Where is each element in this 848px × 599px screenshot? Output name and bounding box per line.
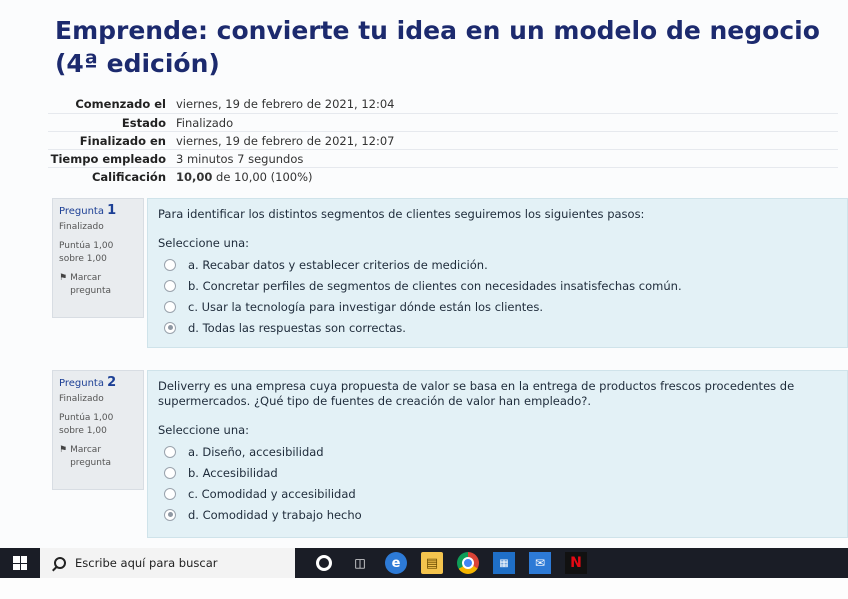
- search-icon: [54, 557, 66, 569]
- netflix-icon[interactable]: N: [565, 552, 587, 574]
- question-2: [52, 370, 848, 538]
- task-view-icon[interactable]: ◫: [354, 556, 366, 570]
- summary-row-time-taken: [48, 149, 838, 167]
- question-content: [147, 198, 848, 348]
- edge-icon[interactable]: e: [385, 552, 407, 574]
- answer-label: a. Recabar datos y establecer criterios de medición.: [188, 257, 488, 272]
- flag-icon: ⚑: [59, 273, 68, 283]
- summary-label: Tiempo empleado: [50, 151, 166, 166]
- flag-question-button[interactable]: [59, 272, 137, 298]
- summary-value: viernes, 19 de febrero de 2021, 12:04: [176, 97, 395, 111]
- mail-icon[interactable]: ✉: [529, 552, 551, 574]
- radio-button[interactable]: [164, 488, 176, 500]
- question-number: 1: [107, 203, 117, 218]
- answer-option-c[interactable]: [158, 483, 837, 504]
- cortana-icon[interactable]: [313, 552, 335, 574]
- answer-option-b[interactable]: [158, 462, 837, 483]
- radio-button[interactable]: [164, 301, 176, 313]
- summary-label: Comenzado el: [75, 97, 166, 111]
- bottom-margin: [0, 578, 848, 599]
- answer-label: c. Comodidad y accesibilidad: [188, 486, 356, 501]
- summary-row-state: [48, 113, 838, 131]
- attempt-summary: [48, 95, 838, 185]
- summary-row-finished: [48, 131, 838, 149]
- answer-option-d[interactable]: [158, 317, 837, 338]
- question-content: [147, 370, 848, 538]
- question-grade: Puntúa 1,00 sobre 1,00: [59, 413, 114, 436]
- radio-button-selected[interactable]: [164, 509, 176, 521]
- grade-total: de 10,00 (100%): [216, 169, 313, 184]
- question-info: [52, 198, 144, 318]
- radio-button-selected[interactable]: [164, 322, 176, 334]
- answer-option-d[interactable]: [158, 504, 837, 525]
- answer-label: b. Accesibilidad: [188, 465, 278, 480]
- question-info: [52, 370, 144, 490]
- question-number-line: [59, 376, 137, 390]
- question-number: 2: [107, 375, 117, 390]
- answer-option-b[interactable]: [158, 275, 837, 296]
- radio-button[interactable]: [164, 467, 176, 479]
- summary-row-started: [48, 95, 838, 113]
- answer-label: a. Diseño, accesibilidad: [188, 444, 324, 459]
- course-title: Emprende: convierte tu idea en un modelo de negocio (4ª edición): [55, 16, 820, 78]
- windows-logo-icon: [13, 556, 27, 570]
- question-text: Deliverry es una empresa cuya propuesta de valor se basa en la entrega de productos frescos procedentes de supermercados. ¿Qué tipo de fuentes de creación de valor han empleado?.: [158, 379, 795, 408]
- summary-value: viernes, 19 de febrero de 2021, 12:07: [176, 133, 395, 148]
- windows-taskbar: [0, 548, 848, 578]
- question-label: Pregunta: [59, 378, 104, 389]
- answer-label: d. Comodidad y trabajo hecho: [188, 507, 362, 522]
- question-grade: Puntúa 1,00 sobre 1,00: [59, 241, 114, 264]
- radio-button[interactable]: [164, 446, 176, 458]
- question-label: Pregunta: [59, 206, 104, 217]
- question-text: Para identificar los distintos segmentos de clientes seguiremos los siguientes pasos:: [158, 207, 645, 221]
- answer-option-a[interactable]: [158, 441, 837, 462]
- taskbar-pinned-apps: [313, 552, 587, 574]
- question-1: [52, 198, 848, 348]
- flag-icon: ⚑: [59, 445, 68, 455]
- answer-prompt: Seleccione una:: [158, 236, 250, 250]
- flag-question-label: Marcar pregunta: [70, 273, 111, 296]
- summary-value: Finalizado: [176, 115, 234, 130]
- summary-row-grade: [48, 167, 838, 185]
- summary-label: Estado: [121, 115, 166, 130]
- summary-label: Finalizado en: [79, 133, 166, 148]
- radio-button[interactable]: [164, 280, 176, 292]
- question-number-line: [59, 204, 137, 218]
- question-state: Finalizado: [59, 222, 104, 232]
- question-state: Finalizado: [59, 394, 104, 404]
- summary-value-grade: [176, 170, 313, 184]
- radio-button[interactable]: [164, 259, 176, 271]
- taskbar-search-box[interactable]: [40, 548, 295, 578]
- answer-option-c[interactable]: [158, 296, 837, 317]
- answer-label: c. Usar la tecnología para investigar dónde están los clientes.: [188, 299, 544, 314]
- start-button[interactable]: [0, 548, 40, 578]
- answer-option-a[interactable]: [158, 254, 837, 275]
- flag-question-button[interactable]: [59, 444, 137, 470]
- summary-value: 3 minutos 7 segundos: [176, 151, 304, 166]
- summary-label: Calificación: [91, 169, 166, 184]
- chrome-icon[interactable]: [457, 552, 479, 574]
- search-placeholder: Escribe aquí para buscar: [75, 556, 218, 570]
- answer-label: d. Todas las respuestas son correctas.: [188, 320, 406, 335]
- answer-prompt: Seleccione una:: [158, 423, 250, 437]
- grade-score: 10,00: [176, 169, 213, 184]
- file-explorer-icon[interactable]: ▤: [421, 552, 443, 574]
- answer-label: b. Concretar perfiles de segmentos de clientes con necesidades insatisfechas común.: [188, 278, 682, 293]
- store-icon[interactable]: ▦: [493, 552, 515, 574]
- flag-question-label: Marcar pregunta: [70, 445, 111, 468]
